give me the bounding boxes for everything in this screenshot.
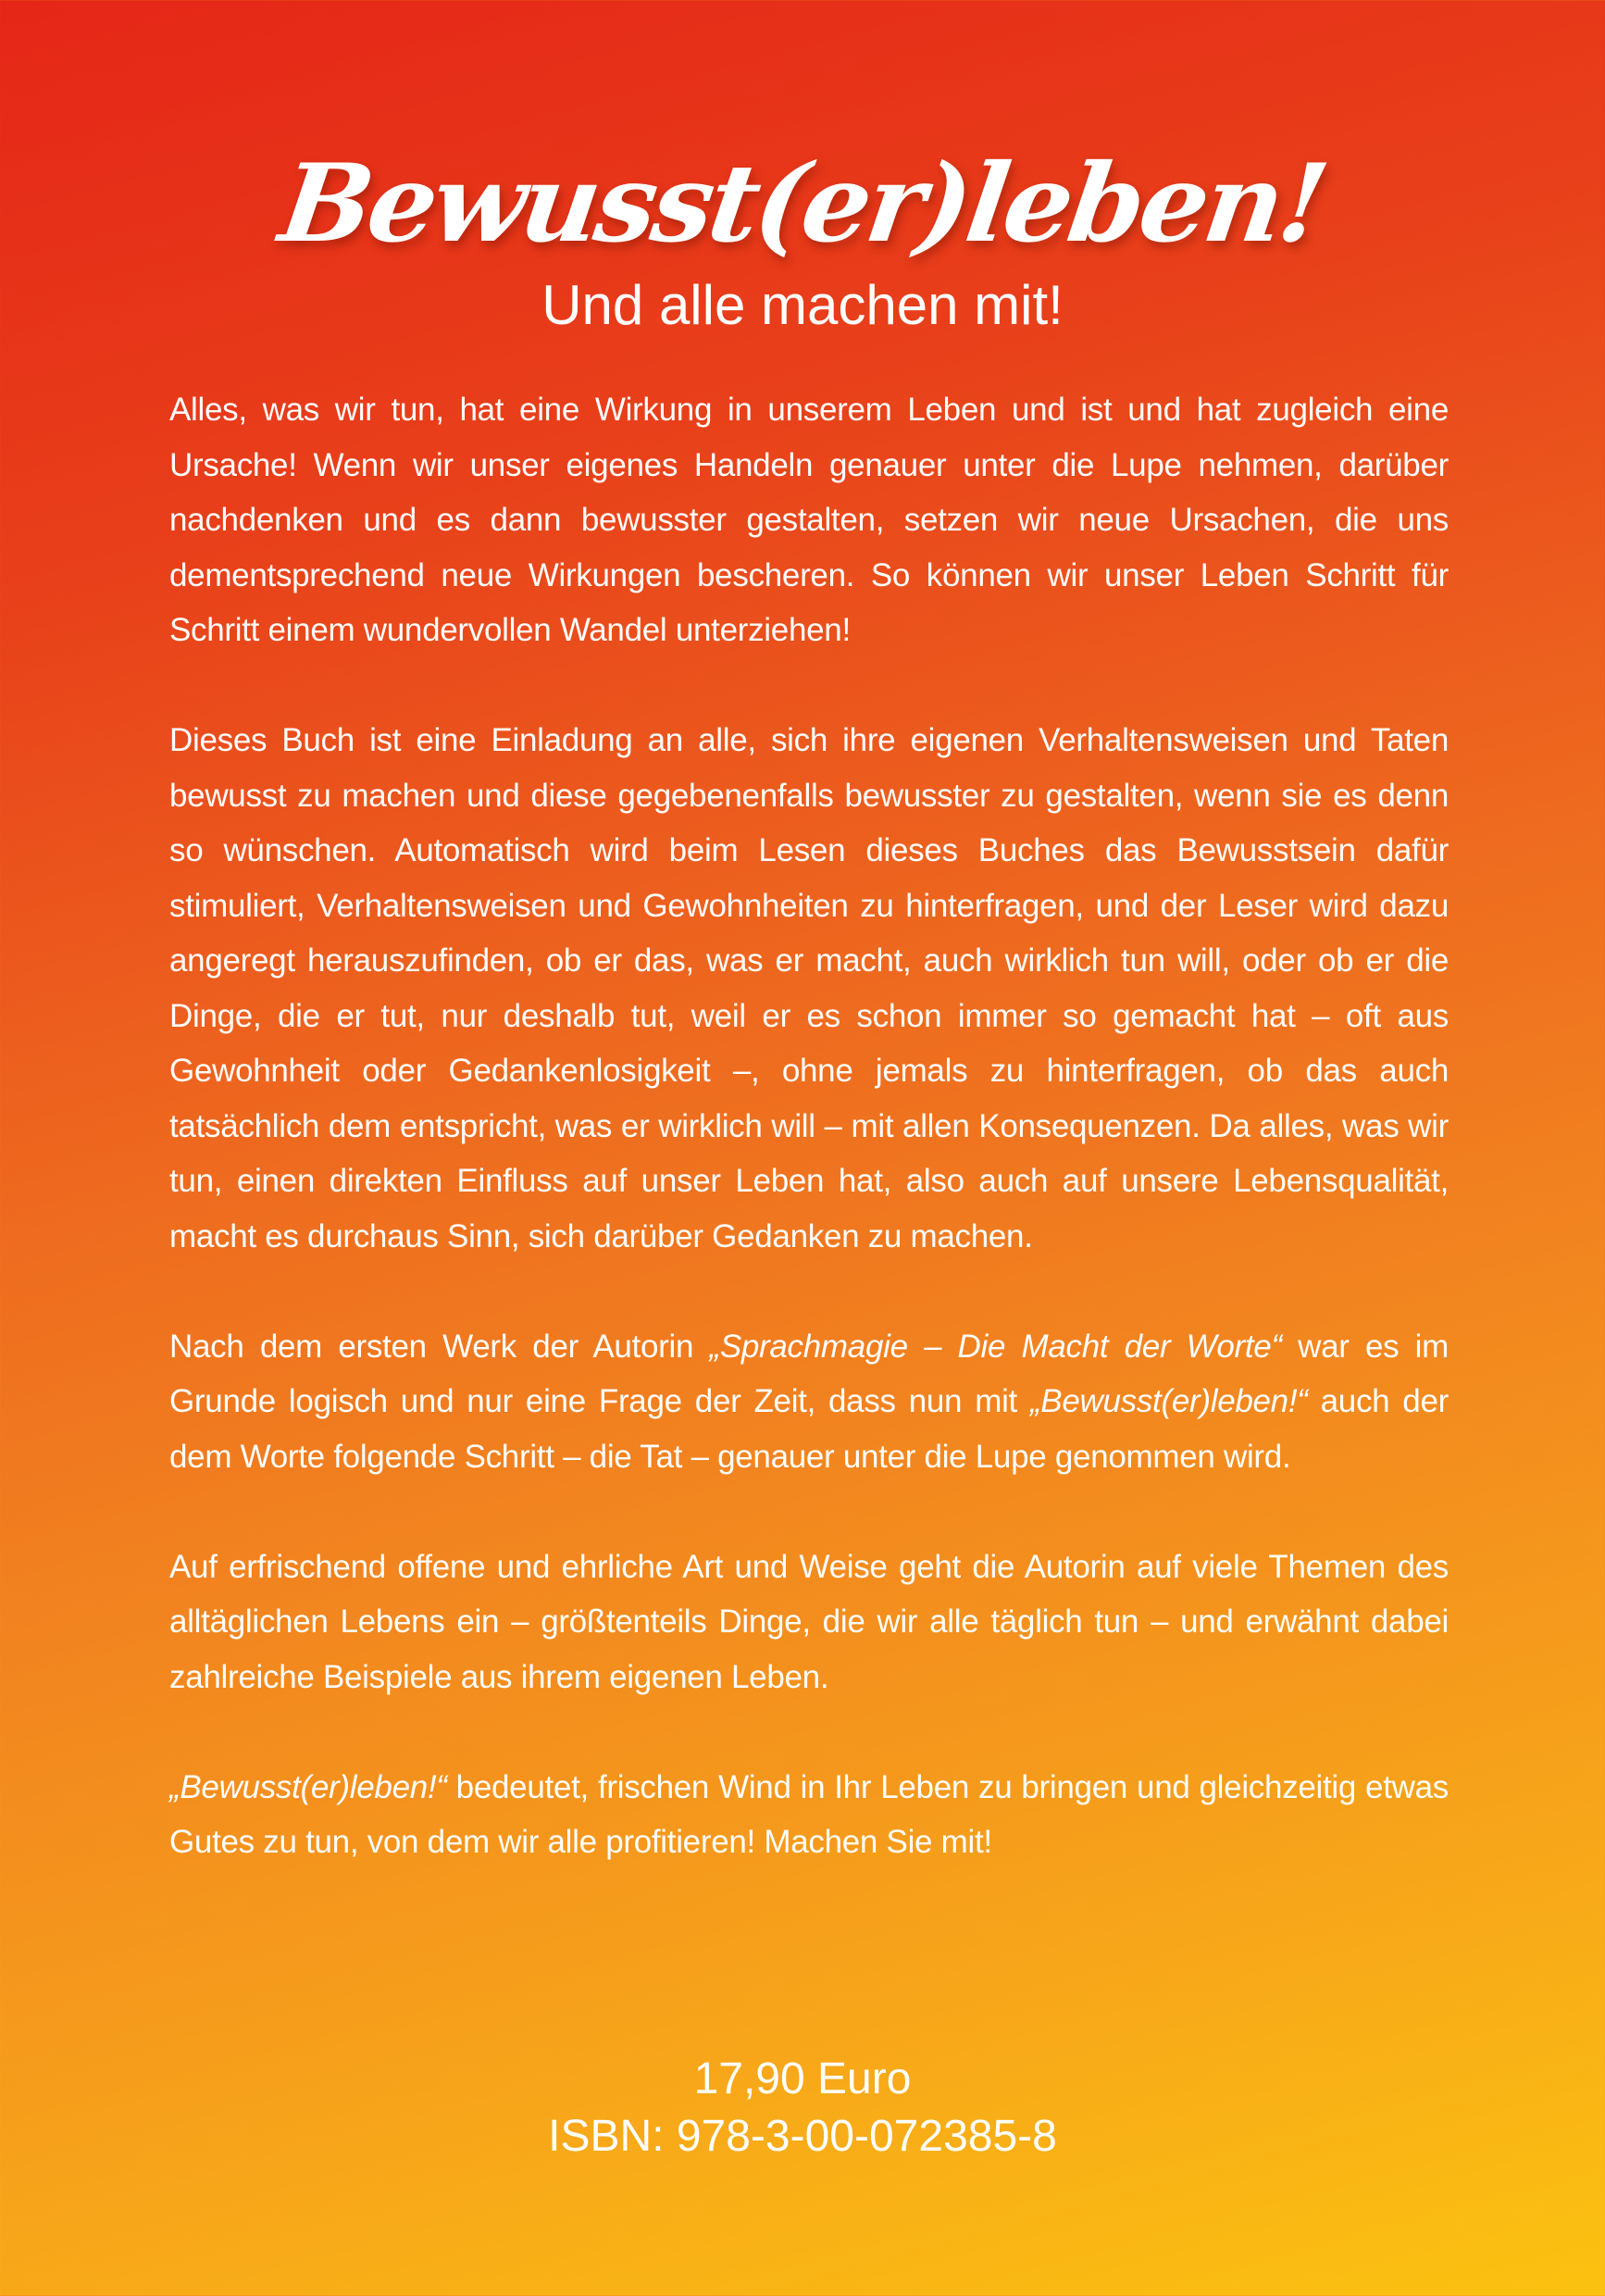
book-subtitle: Und alle machen mit! [541, 274, 1064, 336]
blurb-paragraph-1: Alles, was wir tun, hat eine Wirkung in unserem Leben und ist und hat zugleich eine Ursache! Wenn wir unser eigenes Handeln genauer unter die Lupe nehmen, darüber nachdenken und es dann bewusster gestalten, setzen wir neue Ursachen, die uns dementsprechend neue Wirkungen bescheren. So können wir unser Leben Schritt für Schritt einem wundervollen Wandel unterziehen! [169, 392, 1449, 648]
blurb-paragraph-3-text-a: Nach dem ersten Werk der Autorin [169, 1328, 710, 1365]
blurb-paragraph-5 [169, 1760, 1449, 1870]
book-title-reference: „Bewusst(er)leben!“ [1029, 1383, 1308, 1419]
blurb-paragraph-3 [169, 1319, 1449, 1485]
blurb-paragraph-4: Auf erfrischend offene und ehrliche Art und Weise geht die Autorin auf viele Themen des alltäglichen Lebens ein – größtenteils Dinge, die wir alle täglich tun – und erwähnt dabei zahlreiche Beispiele aus ihrem eigenen Leben. [169, 1548, 1449, 1695]
blurb-paragraph-3-text-c: auch der dem Worte folgende Schritt – die Tat – genauer unter die Lupe genommen wird. [169, 1383, 1449, 1475]
isbn: ISBN: 978-3-00-072385-8 [548, 2112, 1057, 2161]
book-title: Bewusst(er)leben! [272, 141, 1333, 267]
first-book-title-reference: „Sprachmagie – Die Macht der Worte“ [709, 1328, 1282, 1365]
price: 17,90 Euro [693, 2054, 912, 2103]
blurb-paragraph-2: Dieses Buch ist eine Einladung an alle, sich ihre eigenen Verhaltensweisen und Taten bewusst zu machen und diese gegebenenfalls bewusster zu gestalten, wenn sie es denn so wünschen. Automatisch wird beim Lesen dieses Buches das Bewusstsein dafür stimuliert, Verhaltensweisen und Gewohnheiten zu hinterfragen, und der Leser wird dazu angeregt herauszufinden, ob er das, was er macht, auch wirklich tun will, oder ob er die Dinge, die er tut, nur deshalb tut, weil er es schon immer so gemacht hat – oft aus Gewohnheit oder Gedankenlosigkeit –, ohne jemals zu hinterfragen, ob das auch tatsächlich dem entspricht, was er wirklich will – mit allen Konsequenzen. Da alles, was wir tun, einen direkten Einfluss auf unser Leben hat, also auch auf unsere Lebensqualität, macht es durchaus Sinn, sich darüber Gedanken zu machen. [169, 722, 1449, 1254]
price-block [0, 2051, 1605, 2165]
blurb-paragraph-3-text-b: war es im Grunde logisch und nur eine Frage der Zeit, dass nun mit [169, 1328, 1449, 1419]
blurb-paragraph-5-text: bedeutet, frischen Wind in Ihr Leben zu bringen und gleichzeitig etwas Gutes zu tun, von dem wir alle profitieren! Machen Sie mit! [169, 1768, 1449, 1860]
book-title-reference-2: „Bewusst(er)leben!“ [169, 1768, 447, 1805]
blurb-text [169, 382, 1449, 1925]
